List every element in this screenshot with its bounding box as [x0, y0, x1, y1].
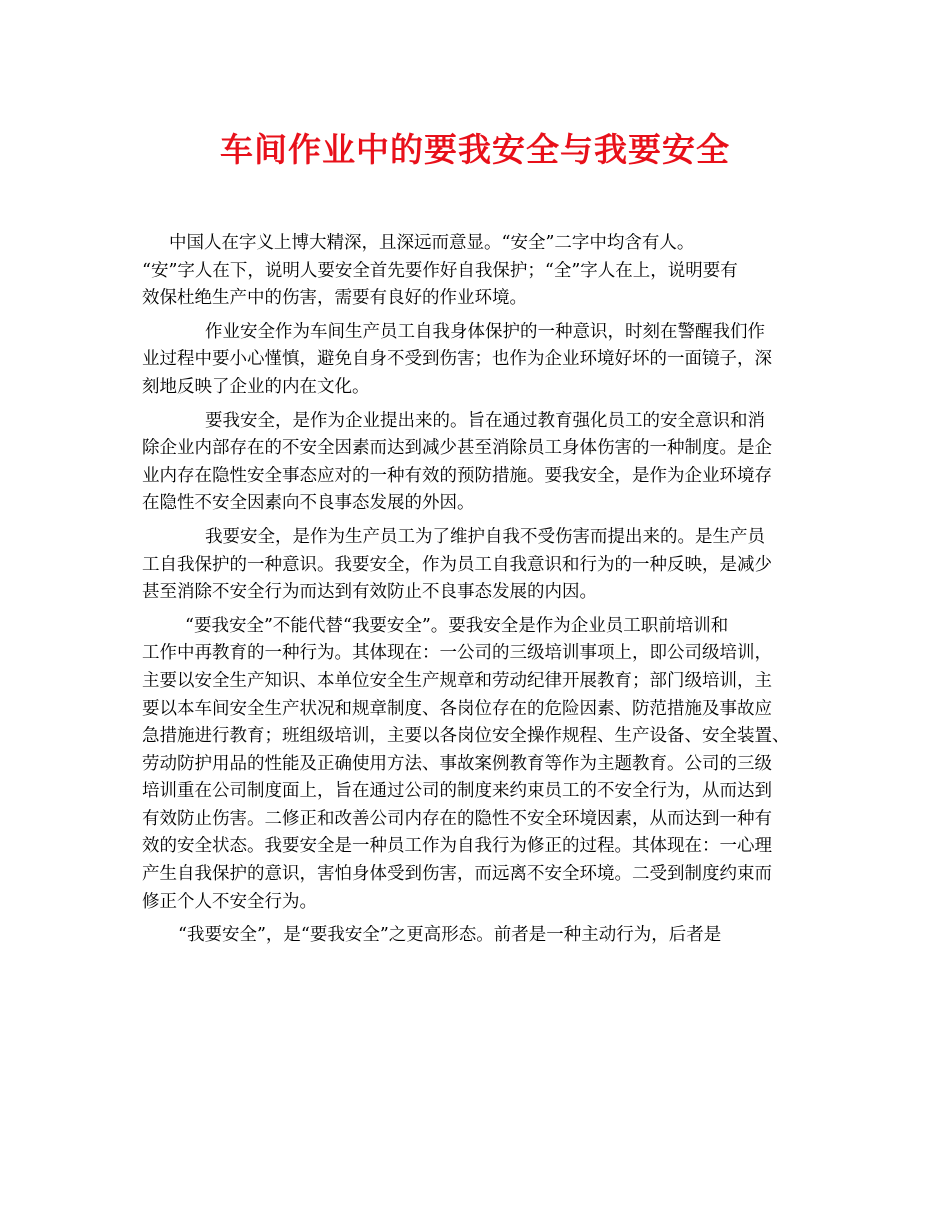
- paragraph: [142, 408, 814, 518]
- text-line: 在隐性不安全因素向不良事态发展的外因。: [142, 493, 475, 514]
- text-line: 甚至消除不安全行为而达到有效防止不良事态发展的内因。: [142, 582, 597, 603]
- text-line: 工作中再教育的一种行为。其体现在：一公司的三级培训事项上，即公司级培训，: [142, 643, 772, 664]
- text-line: “安”字人在下，说明人要安全首先要作好自我保护；“全”字人在上，说明要有: [142, 260, 738, 281]
- paragraph: [142, 319, 814, 402]
- text-line: 中国人在字义上博大精深，且深远而意显。“安全”二字中均含有人。: [169, 233, 695, 253]
- text-line: 工自我保护的一种意识。我要安全，作为员工自我意识和行为的一种反映，是减少: [142, 554, 772, 575]
- text-line: 修正个人不安全行为。: [142, 891, 317, 912]
- text-line: 刻地反映了企业的内在文化。: [142, 376, 370, 397]
- text-line: 劳动防护用品的性能及正确使用方法、事故案例教育等作为主题教育。公司的三级: [142, 753, 772, 774]
- text-line: 我要安全，是作为生产员工为了维护自我不受伤害而提出来的。是生产员: [205, 526, 765, 547]
- text-line: 产生自我保护的意识，害怕身体受到伤害，而远离不安全环境。二受到制度约束而: [142, 864, 772, 885]
- text-line: 效的安全状态。我要安全是一种员工作为自我行为修正的过程。其体现在：一心理: [142, 836, 772, 857]
- text-line: “要我安全”不能代替“我要安全”。要我安全是作为企业员工职前培训和: [185, 615, 729, 636]
- text-line: 作业安全作为车间生产员工自我身体保护的一种意识，时刻在警醒我们作: [205, 321, 765, 342]
- text-line: 急措施进行教育；班组级培训，主要以各岗位安全操作规程、生产设备、安全装置、: [142, 726, 790, 747]
- text-line: “我要安全”，是“要我安全”之更高形态。前者是一种主动行为，后者是: [178, 925, 722, 946]
- paragraph: [142, 922, 814, 950]
- text-line: 主要以安全生产知识、本单位安全生产规章和劳动纪律开展教育；部门级培训，主: [142, 670, 772, 691]
- text-line: 要以本车间安全生产状况和规章制度、各岗位存在的危险因素、防范措施及事故应: [142, 698, 772, 719]
- text-line: 效保杜绝生产中的伤害，需要有良好的作业环境。: [142, 288, 527, 309]
- text-line: 业过程中要小心慬慎，避免自身不受到伤害；也作为企业环境好坏的一面镜子，深: [142, 349, 772, 370]
- text-line: 有效防止伤害。二修正和改善公司内存在的隐性不安全环境因素，从而达到一种有: [142, 808, 772, 829]
- paragraph: [142, 613, 814, 917]
- text-line: 培训重在公司制度面上，旨在通过公司的制度来约束员工的不安全行为，从而达到: [142, 781, 772, 802]
- text-line: 要我安全，是作为企业提出来的。旨在通过教育强化员工的安全意识和消: [205, 410, 765, 431]
- text-line: 除企业内部存在的不安全因素而达到减少甚至消除员工身体伤害的一种制度。是企: [142, 438, 772, 459]
- text-line: 业内存在隐性安全事态应对的一种有效的预防措施。要我安全，是作为企业环境存: [142, 465, 772, 486]
- paragraph: [142, 230, 814, 313]
- document-title: 车间作业中的要我安全与我要安全: [220, 130, 730, 169]
- document-body: [142, 230, 814, 956]
- paragraph: [142, 524, 814, 607]
